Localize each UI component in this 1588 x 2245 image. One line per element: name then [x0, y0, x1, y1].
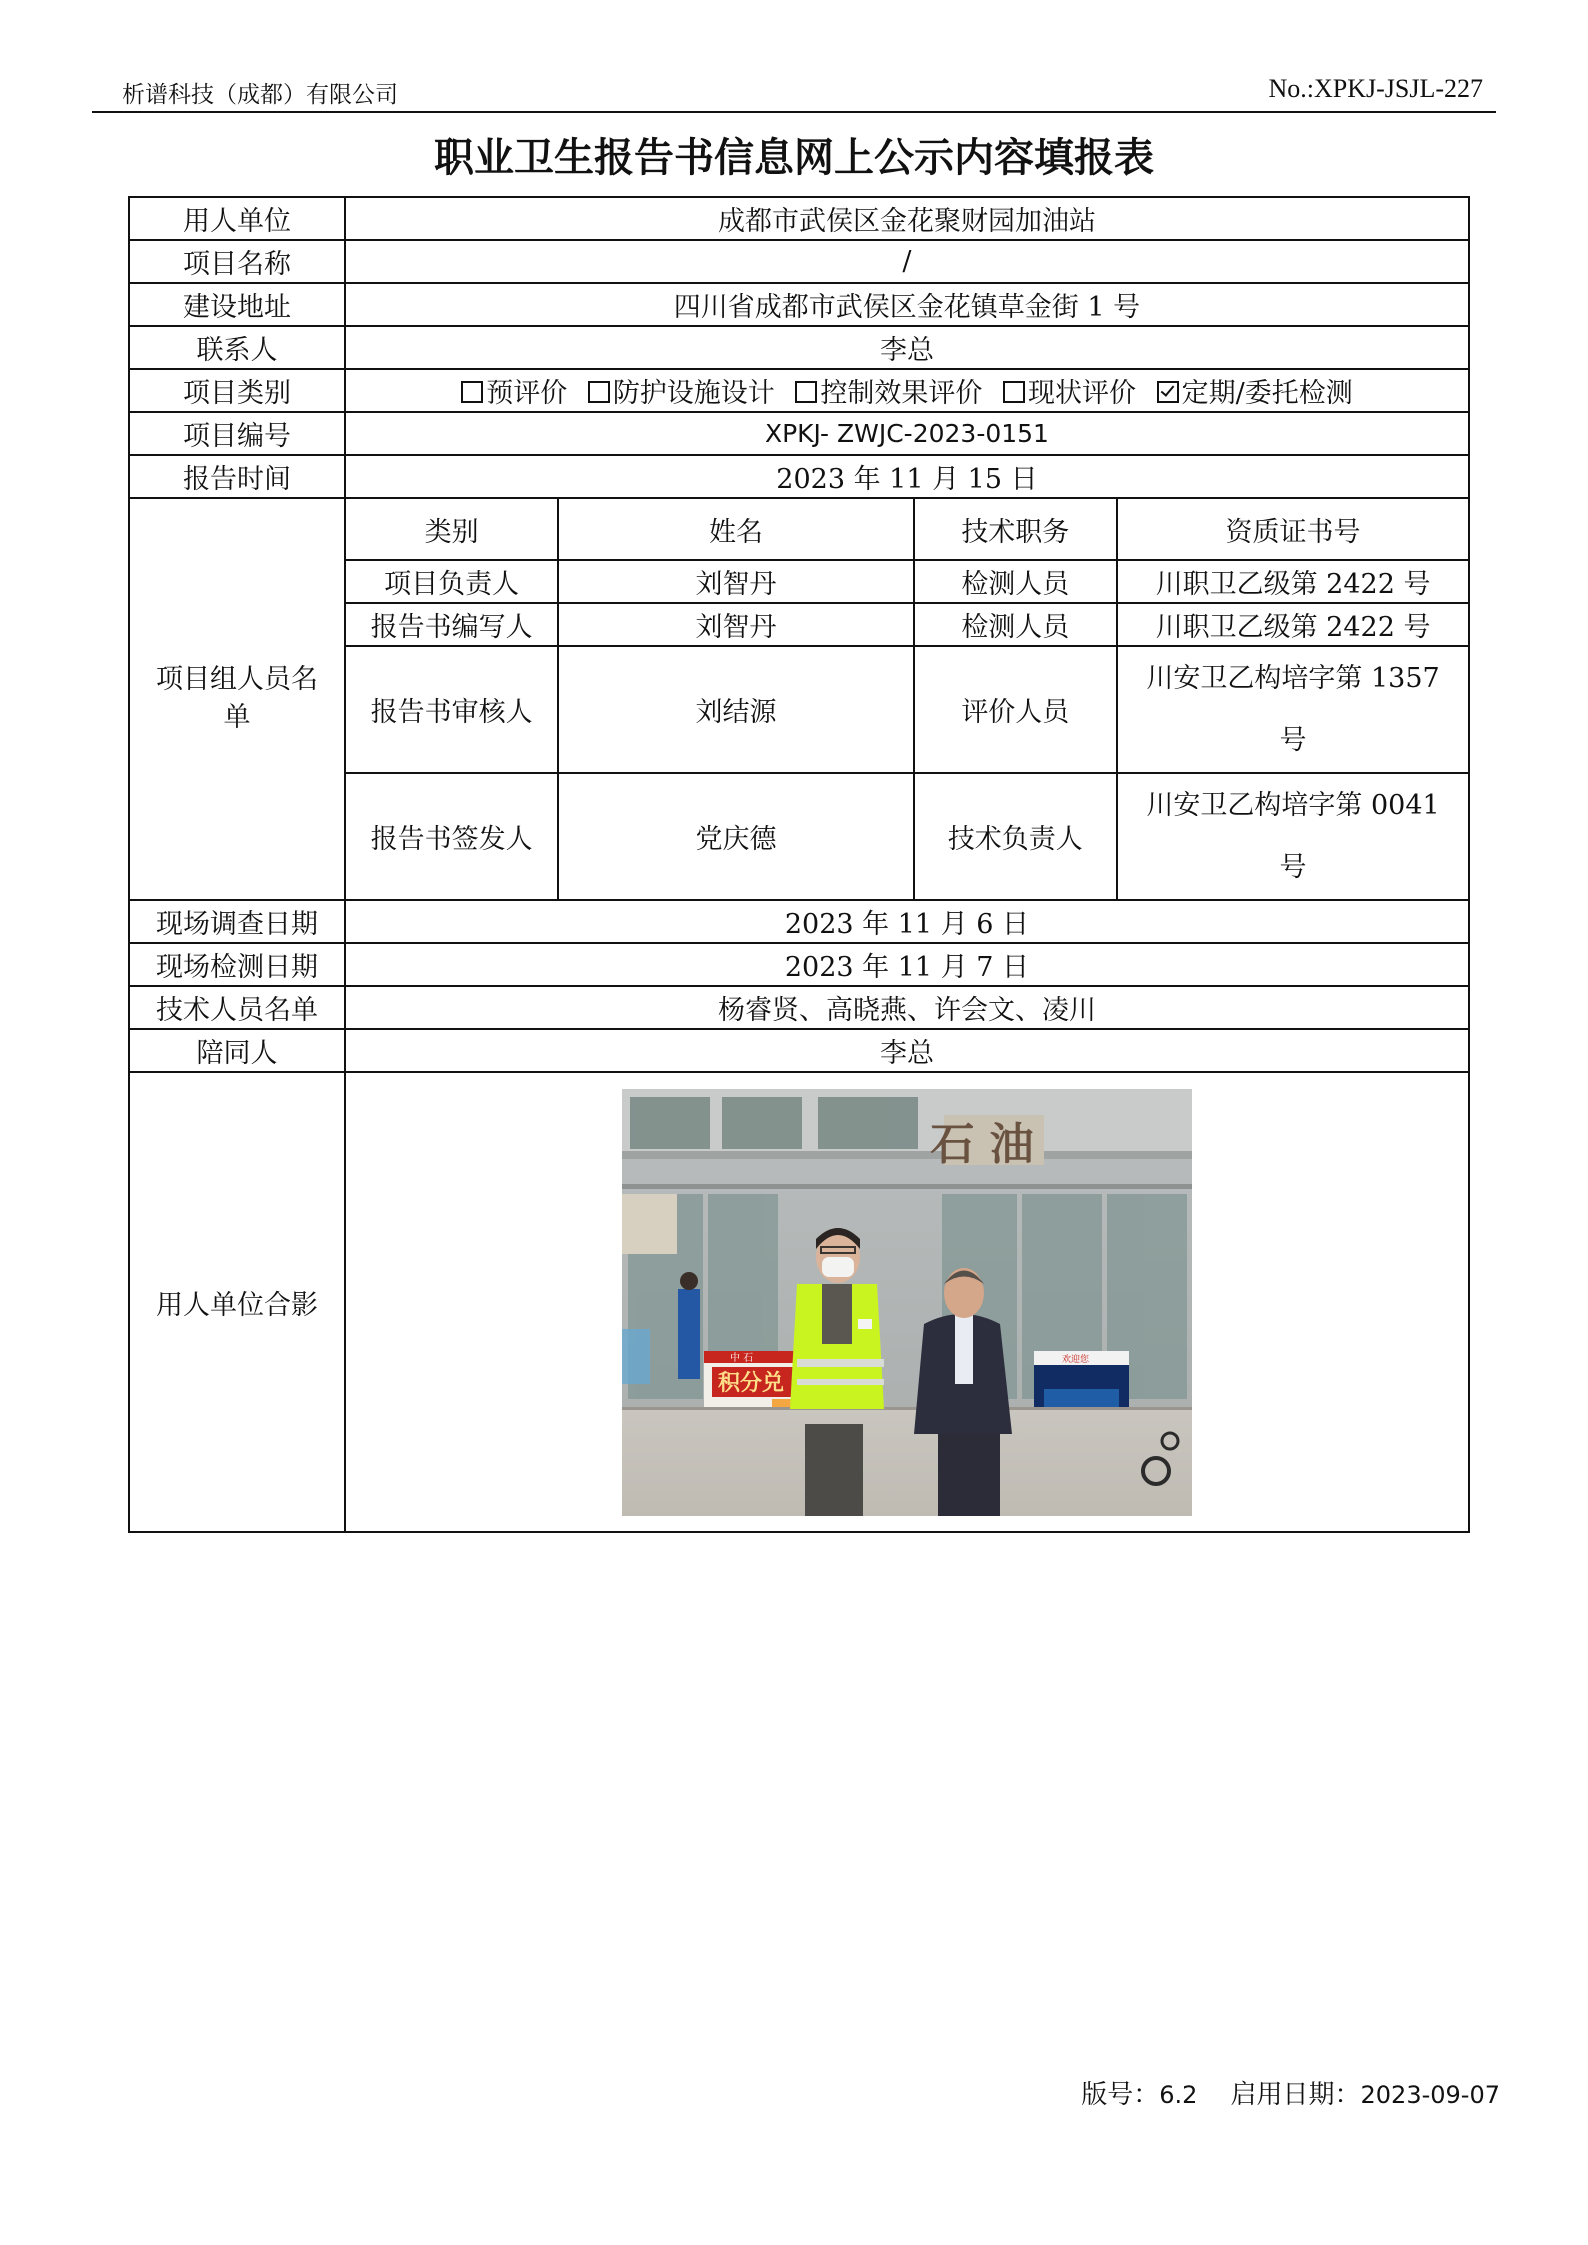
accompany-value: 李总 — [345, 1029, 1469, 1072]
category-option[interactable] — [1003, 371, 1136, 410]
survey-date-label: 现场调查日期 — [129, 900, 345, 943]
page-title: 职业卫生报告书信息网上公示内容填报表 — [434, 135, 1154, 181]
page-footer — [1081, 2074, 1500, 2111]
employer-label: 用人单位 — [129, 197, 345, 240]
project-name-label: 项目名称 — [129, 240, 345, 283]
member-title: 检测人员 — [914, 560, 1118, 603]
category-option-label: 控制效果评价 — [820, 378, 983, 409]
project-no-label: 项目编号 — [129, 412, 345, 455]
category-option[interactable] — [795, 371, 982, 410]
company-name: 析谱科技（成都）有限公司 — [122, 82, 398, 108]
category-label: 项目类别 — [129, 369, 345, 412]
disclosure-form-table — [128, 196, 1470, 1533]
category-option[interactable] — [461, 371, 567, 410]
version-label: 版号： — [1081, 2080, 1160, 2110]
category-options — [345, 369, 1469, 412]
member-name: 刘智丹 — [558, 560, 913, 603]
accompany-label: 陪同人 — [129, 1029, 345, 1072]
group-photo — [622, 1089, 1192, 1516]
right-board-top-text: 欢迎您 — [1061, 1354, 1089, 1365]
project-name-value: / — [345, 240, 1469, 283]
member-role: 报告书审核人 — [345, 646, 559, 773]
member-cert: 川安卫乙构培字第 1357 号 — [1117, 646, 1469, 773]
category-option-label: 预评价 — [486, 378, 568, 409]
effective-date-label: 启用日期： — [1230, 2080, 1361, 2110]
team-header-cert: 资质证书号 — [1117, 498, 1469, 560]
sign-text: 石 油 — [930, 1118, 1034, 1170]
contact-label: 联系人 — [129, 326, 345, 369]
checkbox-icon — [588, 381, 610, 403]
member-role: 报告书签发人 — [345, 773, 559, 900]
checkbox-icon — [795, 381, 817, 403]
category-option[interactable] — [588, 371, 775, 410]
member-cert: 川职卫乙级第 2422 号 — [1117, 603, 1469, 646]
project-no-value: XPKJ- ZWJC-2023-0151 — [345, 412, 1469, 455]
team-header-role: 类别 — [345, 498, 559, 560]
member-role: 报告书编写人 — [345, 603, 559, 646]
member-title: 技术负责人 — [914, 773, 1118, 900]
category-option-label: 定期/委托检测 — [1181, 378, 1353, 409]
checkbox-icon — [1003, 381, 1025, 403]
member-title: 评价人员 — [914, 646, 1118, 773]
contact-value: 李总 — [345, 326, 1469, 369]
member-name: 党庆德 — [558, 773, 913, 900]
technicians-label: 技术人员名单 — [129, 986, 345, 1029]
checked-checkbox-icon — [1157, 381, 1179, 403]
member-title: 检测人员 — [914, 603, 1118, 646]
team-header-name: 姓名 — [558, 498, 913, 560]
team-label: 项目组人员名单 — [129, 498, 345, 900]
effective-date-value: 2023-09-07 — [1360, 2081, 1500, 2109]
document-number: No.:XPKJ-JSJL-227 — [1268, 74, 1483, 103]
test-date-value: 2023 年 11 月 7 日 — [345, 943, 1469, 986]
group-photo-cell — [345, 1072, 1469, 1532]
team-header-title: 技术职务 — [914, 498, 1118, 560]
employer-value: 成都市武侯区金花聚财园加油站 — [345, 197, 1469, 240]
category-option-label: 防护设施设计 — [612, 378, 775, 409]
report-date-value: 2023 年 11 月 15 日 — [345, 455, 1469, 498]
member-cert: 川安卫乙构培字第 0041 号 — [1117, 773, 1469, 900]
member-name: 刘结源 — [558, 646, 913, 773]
address-value: 四川省成都市武侯区金花镇草金街 1 号 — [345, 283, 1469, 326]
member-role: 项目负责人 — [345, 560, 559, 603]
left-board-top-text: 中 石 — [729, 1352, 754, 1364]
member-name: 刘智丹 — [558, 603, 913, 646]
version-value: 6.2 — [1159, 2081, 1198, 2109]
category-option[interactable] — [1157, 371, 1353, 410]
report-date-label: 报告时间 — [129, 455, 345, 498]
category-option-label: 现状评价 — [1028, 378, 1136, 409]
survey-date-value: 2023 年 11 月 6 日 — [345, 900, 1469, 943]
checkbox-icon — [461, 381, 483, 403]
group-photo-label: 用人单位合影 — [129, 1072, 345, 1532]
test-date-label: 现场检测日期 — [129, 943, 345, 986]
technicians-value: 杨睿贤、高晓燕、许会文、凌川 — [345, 986, 1469, 1029]
header-divider — [92, 111, 1496, 113]
left-board-text: 积分兑 — [717, 1370, 784, 1396]
address-label: 建设地址 — [129, 283, 345, 326]
member-cert: 川职卫乙级第 2422 号 — [1117, 560, 1469, 603]
